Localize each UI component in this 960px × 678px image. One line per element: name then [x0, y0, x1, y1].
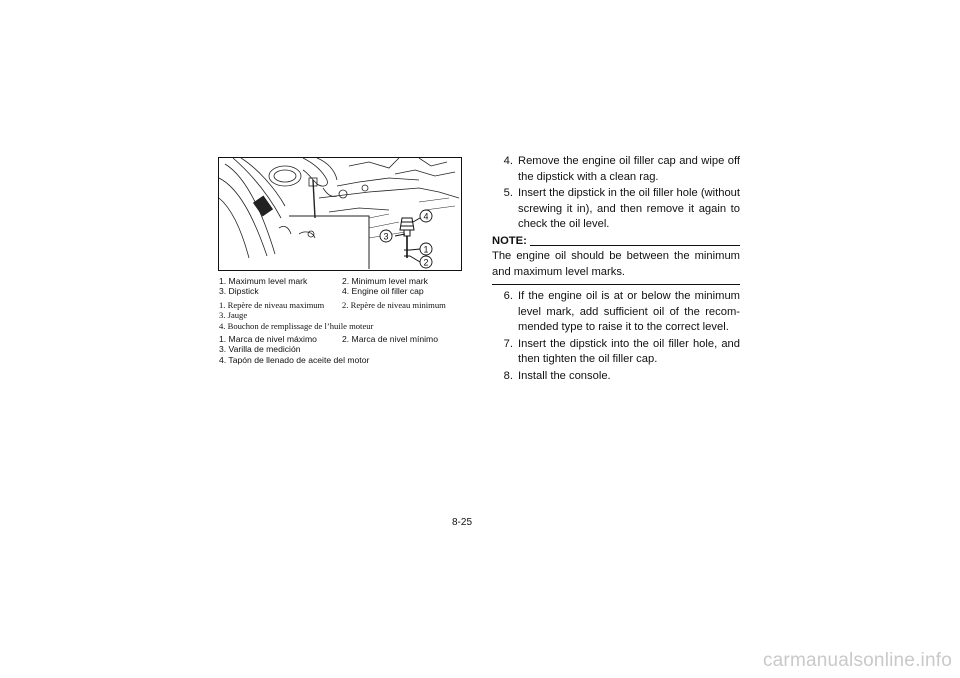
note-label: NOTE: [492, 234, 527, 247]
caption-row: 3. Jauge [219, 310, 248, 321]
step-4: 4. Remove the engine oil filler cap and wipe off the dipstick with a clean rag. [503, 155, 740, 183]
note-heading [492, 234, 740, 250]
dipstick-illustration [218, 157, 462, 271]
caption-row: 1. Marca de nivel máximo 2. Marca de nivel mínimo [219, 334, 438, 345]
caption-row: 1. Maximum level mark 2. Minimum level mark [219, 276, 428, 286]
callout-3: 3 [383, 231, 389, 242]
note-rule [530, 245, 740, 246]
step-5: 5. Insert the dipstick in the oil filler hole (without screwing it in), and then remove it again to check the oil level. [503, 187, 740, 230]
caption-spanish [219, 334, 469, 365]
callout-4: 4 [423, 211, 429, 222]
callout-2: 2 [423, 257, 429, 268]
caption-row: 4. Tapón de llenado de aceite del motor [219, 354, 370, 365]
caption-row: 1. Repère de niveau maximum 2. Repère de niveau minimum [219, 299, 446, 310]
note-box [492, 234, 740, 286]
caption-row: 4. Bouchon de remplissage de l’huile moteur [219, 320, 374, 331]
watermark: carmanualsonline.info [762, 650, 952, 671]
caption-french [219, 300, 469, 331]
step-8: 8. Install the console. [503, 369, 611, 382]
figure-captions [219, 276, 469, 368]
procedure-steps [492, 154, 740, 384]
caption-row: 3. Dipstick 4. Engine oil filler cap [219, 286, 424, 297]
page-number: 8-25 [452, 517, 473, 528]
caption-row: 3. Varilla de medición [219, 344, 301, 355]
note-text: The engine oil should be between the minimum and maximum level marks. [492, 249, 740, 285]
step-7: 7. Insert the dipstick into the oil filler hole, and then tighten the oil filler cap. [503, 337, 740, 365]
callout-1: 1 [423, 244, 429, 255]
step-6: 6. If the engine oil is at or below the minimum level mark, add sufficient oil of the recom-mended type to raise it to the correct level. [503, 290, 740, 333]
caption-english [219, 276, 469, 297]
